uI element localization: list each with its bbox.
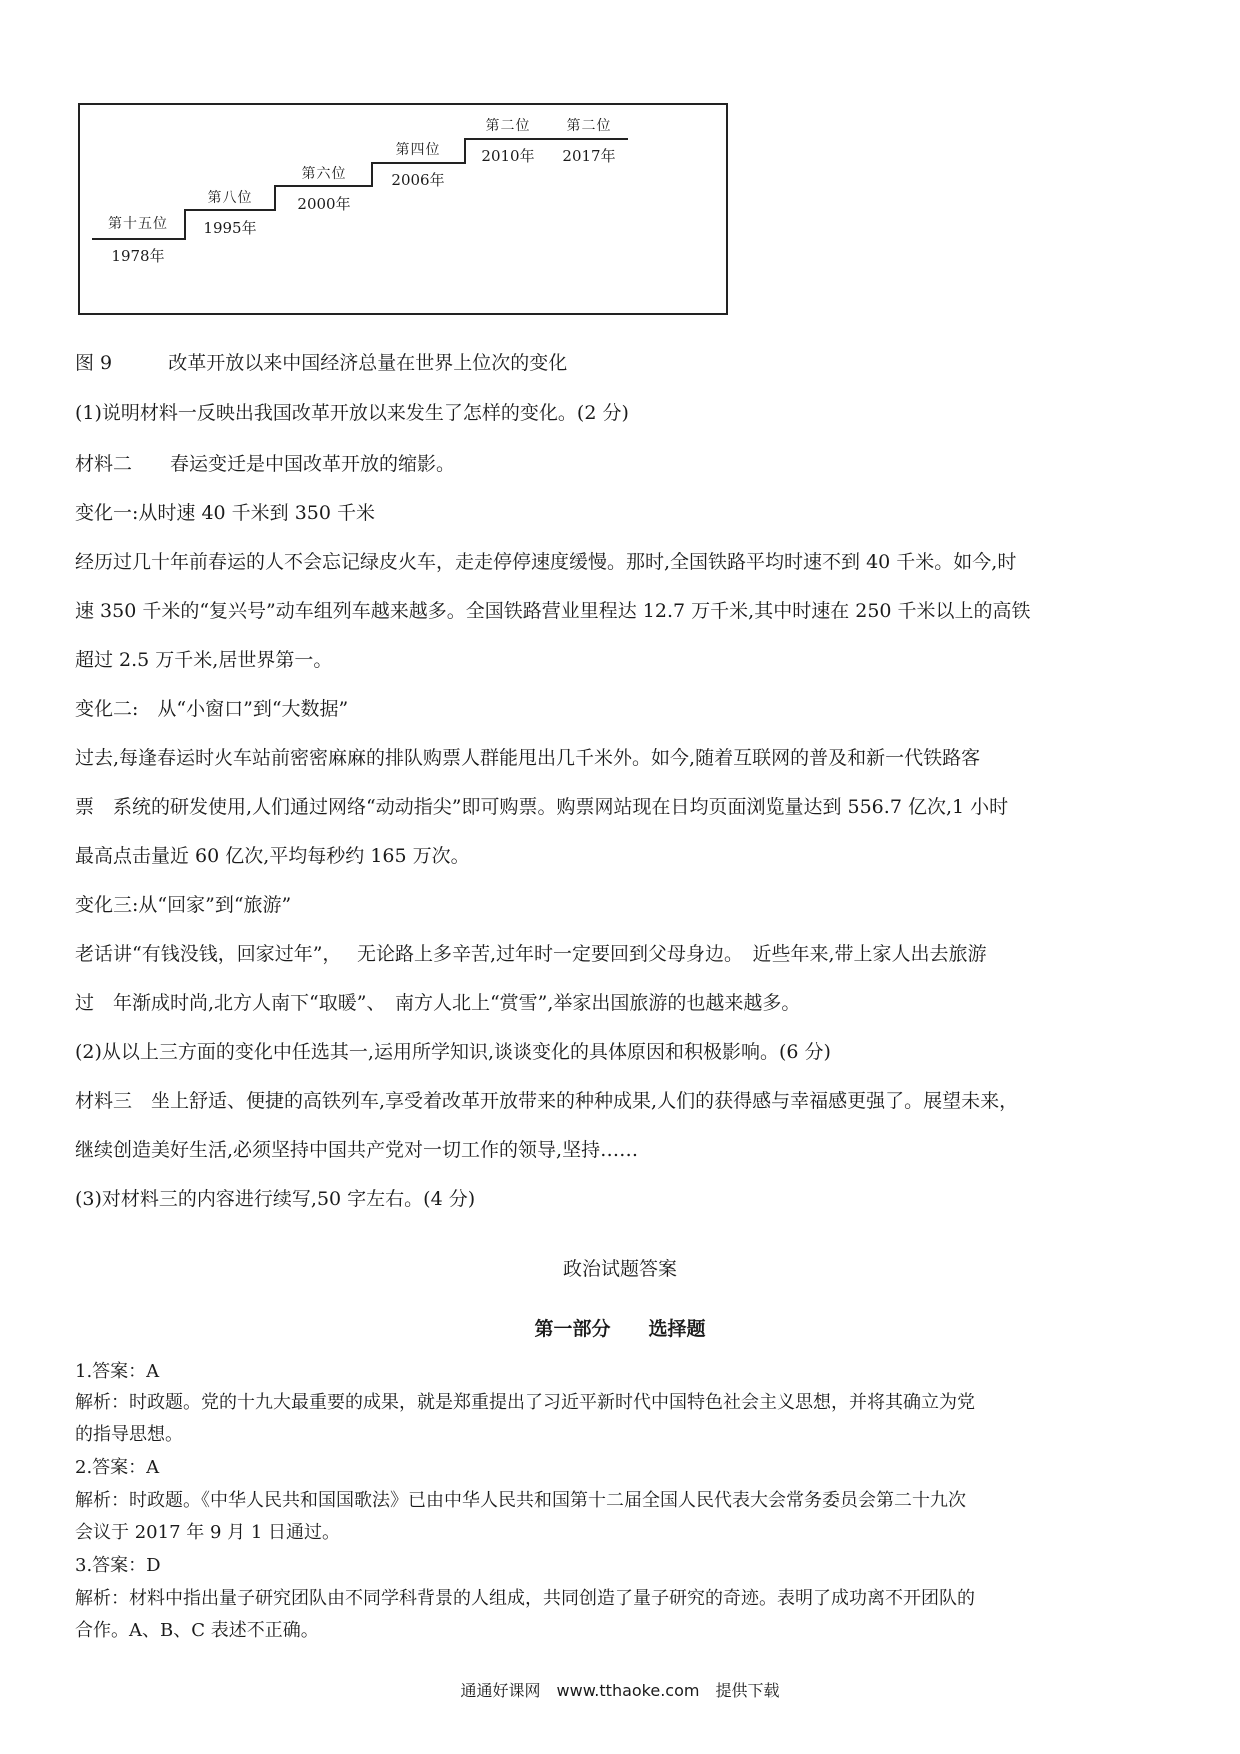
- footer-source: 通通好课网 www.tthaoke.com 提供下载: [460, 1681, 780, 1700]
- question-2: (2)从以上三方面的变化中任选其一,运用所学知识,谈谈变化的具体原因和积极影响。(6 分): [75, 1041, 831, 1063]
- question-1: (1)说明材料一反映出我国改革开放以来发生了怎样的变化。(2 分): [75, 402, 629, 424]
- answer-1-explanation-line2: 的指导思想。: [75, 1424, 183, 1445]
- answers-title: 政治试题答案: [562, 1258, 677, 1280]
- change-3-paragraph-line1: 老话讲“有钱没钱，回家过年”， 无论路上多辛苦,过年时一定要回到父母身边。 近些年来,带上家人出去旅游: [75, 943, 987, 965]
- change-1-paragraph-line2: 速 350 千米的“复兴号”动车组列车越来越多。全国铁路营业里程达 12.7 万千米,其中时速在 250 千米以上的高铁: [75, 600, 1031, 622]
- change-2-paragraph-line2: 票 系统的研发使用,人们通过网络“动动指尖”即可购票。购票网站现在日均页面浏览量达到 556.7 亿次,1 小时: [75, 796, 1009, 818]
- answer-1-label: 1.答案：A: [75, 1361, 160, 1382]
- step-rank-1978: 第十五位: [108, 216, 168, 232]
- staircase-lines: [80, 105, 730, 317]
- step-year-2000: 2000年: [297, 195, 351, 213]
- answer-3-explanation-line1: 解析：材料中指出量子研究团队由不同学科背景的人组成，共同创造了量子研究的奇迹。表明了成功离不开团队的: [75, 1588, 975, 1609]
- material-2-title: 材料二 春运变迁是中国改革开放的缩影。: [75, 453, 456, 475]
- staircase-figure: [78, 103, 728, 315]
- change-2-paragraph-line3: 最高点击量近 60 亿次,平均每秒约 165 万次。: [75, 845, 470, 867]
- figure-caption: [75, 348, 567, 375]
- change-3-paragraph-line2: 过 年渐成时尚,北方人南下“取暖”、 南方人北上“赏雪”,举家出国旅游的也越来越多。: [75, 992, 801, 1014]
- material-3-line2: 继续创造美好生活,必须坚持中国共产党对一切工作的领导,坚持……: [75, 1139, 639, 1161]
- answer-1-explanation-line1: 解析：时政题。党的十九大最重要的成果，就是郑重提出了习近平新时代中国特色社会主义思想，并将其确立为党: [75, 1392, 975, 1413]
- answer-2-explanation-line1: 解析：时政题。《中华人民共和国国歌法》已由中华人民共和国第十二届全国人民代表大会常务委员会第二十九次: [75, 1490, 966, 1511]
- step-rank-2017: 第二位: [566, 118, 612, 134]
- change-2-title: 变化二: 从“小窗口”到“大数据”: [75, 698, 349, 720]
- step-rank-2010: 第二位: [485, 118, 531, 134]
- step-rank-2000: 第六位: [301, 166, 347, 182]
- change-3-title: 变化三:从“回家”到“旅游”: [75, 894, 292, 916]
- change-2-paragraph-line1: 过去,每逢春运时火车站前密密麻麻的排队购票人群能甩出几千米外。如今,随着互联网的普及和新一代铁路客: [75, 747, 981, 769]
- step-year-1995: 1995年: [203, 219, 257, 237]
- figure-caption-text: 改革开放以来中国经济总量在世界上位次的变化: [168, 352, 568, 374]
- material-3-line1: 材料三 坐上舒适、便捷的高铁列车,享受着改革开放带来的种种成果,人们的获得感与幸福感更强了。展望未来，: [75, 1090, 1019, 1112]
- answers-part-title: 第一部分 选择题: [534, 1318, 706, 1340]
- answer-2-explanation-line2: 会议于 2017 年 9 月 1 日通过。: [75, 1522, 341, 1543]
- change-1-title: 变化一:从时速 40 千米到 350 千米: [75, 502, 376, 524]
- change-1-paragraph-line1: 经历过几十年前春运的人不会忘记绿皮火车，走走停停速度缓慢。那时,全国铁路平均时速不到 40 千米。如今,时: [75, 551, 1017, 573]
- figure-caption-label: 图 9: [75, 352, 113, 374]
- answer-2-label: 2.答案：A: [75, 1457, 160, 1478]
- step-rank-2006: 第四位: [395, 142, 441, 158]
- step-year-1978: 1978年: [111, 247, 165, 265]
- answer-3-explanation-line2: 合作。A、B、C 表述不正确。: [75, 1620, 319, 1641]
- step-year-2006: 2006年: [391, 171, 445, 189]
- change-1-paragraph-line3: 超过 2.5 万千米,居世界第一。: [75, 649, 333, 671]
- step-year-2010: 2010年: [481, 147, 535, 165]
- answer-3-label: 3.答案：D: [75, 1555, 161, 1576]
- step-year-2017: 2017年: [562, 147, 616, 165]
- question-3: (3)对材料三的内容进行续写,50 字左右。(4 分): [75, 1188, 476, 1210]
- staircase-polyline: [92, 139, 628, 239]
- step-rank-1995: 第八位: [207, 190, 253, 206]
